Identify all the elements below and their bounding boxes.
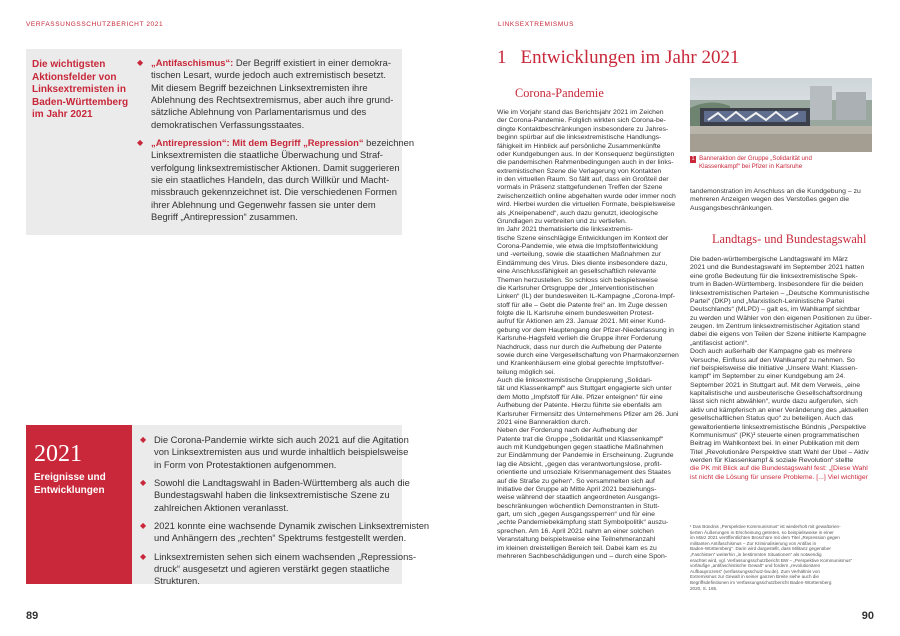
text-line: Eindämmung des Virus. Dies diente insbesondere dazu, xyxy=(497,259,668,267)
text-line: gart, um sich „gegen Ausgangssperren“ und für eine xyxy=(497,511,655,518)
text-line: mehreren Anzeigen wegen des Verstoßes gegen die xyxy=(690,196,850,204)
text-line: als „Kneipenabend“, auch dazu genutzt, ideologische xyxy=(497,209,658,217)
text-line: und Krankenhäusern eine global gerechte Impfstoffver- xyxy=(497,360,664,368)
bullet-diamond-icon: ◆ xyxy=(140,435,147,444)
list-item: ◆ Die Corona-Pandemie wirkte sich auch 2021 auf die Agitation von Linksextremisten aus und wurde inhaltlich beispielsweise in Form von Protestaktionen aufgenommen. xyxy=(140,434,409,470)
text-line: beginn spürbar auf die linksextremistische Handlungs- xyxy=(497,134,662,142)
text-line: Karlsruhe-Hagsfeld verlieh die Gruppe ihrer Forderung xyxy=(497,335,663,343)
text-line: erachtet wird, vgl. Verfassungsschutzbericht BW – „Perspektive Kommunismus“ xyxy=(690,557,853,563)
text-line: wird. Hierbei wurden die virtuellen Formate, beispielsweise xyxy=(497,201,676,209)
text-column-1 xyxy=(497,109,679,561)
photo-caption: 1 Banneraktion der Gruppe „Solidarität und Klassenkampf“ bei Pfizer in Karlsruhe xyxy=(691,155,812,170)
text-line: mehreren Sachbeschädigungen und – durch eine Spon- xyxy=(497,552,668,560)
page-number-right: 90 xyxy=(861,610,874,622)
text-line: Kommunismus“ (PK)¹ steuerte einen programmatischen xyxy=(690,431,860,439)
text-line: Nachdruck, dass nur durch die Aufhebung der Patente xyxy=(497,343,662,351)
section-heading-corona: Corona-Pandemie xyxy=(515,86,604,100)
text-line: vormals in Präsenz stattgefundenen Treffen der Szene xyxy=(497,184,663,192)
text-line: Aufbauprozess“ (verfassungsschutz-bw.de). Zum Verhältnis von xyxy=(690,568,820,574)
list-item-antifaschismus: ◆ „Antifaschismus“: Der Begriff existiert in einer demokra- tischen Lesart, wurde jedoch auch extremistisch besetzt. Mit diesem Begriff bezeichnen Linksextremisten ihre Ablehnung des Rechtsextremismus, aber auch ihre grund- sätzliche Ablehnung von Parlamentarismus und des demokratischen Verfassungsstaates. xyxy=(137,57,394,130)
text-line: beschränkungen wöchentlich Demonstranten in Stutt- xyxy=(497,502,660,510)
text-line: die Karlsruher Ortsgruppe der „Interventionistischen xyxy=(497,284,655,292)
bullet-diamond-icon: ◆ xyxy=(137,58,144,67)
list-item-antirepression: ◆ „Antirepression“: Mit dem Begriff „Repression“ bezeichnen Linksextremisten die staatliche Überwachung und Straf- verfolgung linksextremistischer Aktionen. Damit suggerieren sie ein staatliches Handeln, das durch Willkür und Macht- missbrauch gekennzeichnet ist. Die verschiedenen Formen ihrer Ablehnung und Gegenwehr fassen sie unter dem Begriff „Antirepression“ zusammen. xyxy=(137,137,415,223)
text-line: gewaltorientierte linksextremistische Bündnis „Perspektive xyxy=(690,423,867,431)
text-line: militanten Antifaschismus – Zur Kriminalisierung von Antifas in xyxy=(690,540,817,546)
text-line: die pandemischen Rahmenbedingungen auch in der links- xyxy=(497,159,674,167)
text-line: kampf“ im September zu einer Kundgebung am 24. xyxy=(690,373,846,381)
text-line: aufruf für Aktionen am 23. Januar 2021. Mit einer Kund- xyxy=(497,318,666,326)
text-line: im kleinen dreistelligen Bereich teil. Dabei kam es zu xyxy=(497,544,657,552)
text-line: 2021 eine Banneraktion durch. xyxy=(497,418,591,426)
text-line: fähigkeit im Hinblick auf persönliche Zusammenkünfte xyxy=(497,142,661,150)
aktionsfelder-list xyxy=(137,57,415,229)
text-line: Wie im Vorjahr stand das Berichtsjahr 2021 im Zeichen xyxy=(497,109,664,116)
list-item: ◆ Linksextremisten sehen sich einem wachsenden „Repressions- druck“ ausgesetzt und agieren verstärkt gegen staatliche Strukturen. xyxy=(140,550,417,587)
text-line: trum in Baden-Württemberg. Insbesondere für die beiden xyxy=(690,281,864,289)
text-line: 2021 und die Bundestagswahl im September 2021 hatten xyxy=(690,264,865,272)
text-line: zeugen. Im Zentrum linksextremistischer Agitation stand xyxy=(690,323,860,330)
text-line: kapitalistische und ausbeuterische Gesellschaftsordnung xyxy=(690,390,863,397)
text-line: Versuche, Einfluss auf den Wahlkampf zu nehmen. So xyxy=(690,356,855,364)
text-line: Doch auch außerhalb der Kampagne gab es mehrere xyxy=(690,348,853,356)
text-line: lässt sich nicht abwählen“, wurde dazu aufgerufen, sich xyxy=(690,398,858,406)
text-line: Die baden-württembergische Landtagswahl im März xyxy=(690,256,848,263)
text-line: lag die Absicht, „gegen das verantwortungslose, profit- xyxy=(497,460,662,468)
text-line: dabei die eigens von Teilen der Szene initiierte Kampagne xyxy=(690,331,867,339)
year-label: 2021 xyxy=(34,441,82,467)
bullet-diamond-icon: ◆ xyxy=(140,478,147,488)
section-heading-wahl: Landtags- und Bundestagswahl xyxy=(712,232,867,246)
text-line: eine Anschlussfähigkeit an gesellschaftlich relevante xyxy=(497,268,657,276)
text-line: ¹ Das Bündnis „Perspektive Kommunismus“ ist wiederholt mit gewaltorien- xyxy=(690,524,841,529)
bullet-diamond-icon: ◆ xyxy=(137,138,144,148)
running-head-left: VERFASSUNGSSCHUTZBERICHT 2021 xyxy=(26,21,164,28)
text-line: die PK mit Blick auf die Bundestagswahl fest: „[Diese Wahl xyxy=(690,465,868,473)
text-line: „Faschisten“ weiterhin „in bestimmten Situationen“ als notwendig xyxy=(690,551,822,557)
text-line: Karlsruher Firmensitz des Unternehmens Pfizer am 26. Juni xyxy=(497,410,679,418)
text-line: Deutschlands“ (MLPD) – galt es, im Wahlkampf sichtbar xyxy=(690,306,860,314)
list-item: ◆ Sowohl die Landtagswahl in Baden-Württemberg als auch die Bundestagswahl haben die linksextremistische Szene zu zahlreichen Aktionen veranlasst. xyxy=(140,477,410,513)
text-line: Begriffsdefinitionen im Verfassungsschutzbericht Baden-Württemberg xyxy=(690,579,832,585)
text-line: Auch die linksextremistische Gruppierung „Solidari- xyxy=(497,377,653,384)
text-line: aktiv und kämpferisch an einer Veränderung des „aktuellen xyxy=(690,406,869,414)
footnote xyxy=(690,524,872,591)
chapter-number: 1 xyxy=(497,47,507,68)
aktionsfelder-box xyxy=(26,49,415,235)
text-line: eine große Bedeutung für die linksextremistische Spek- xyxy=(690,272,858,280)
bullet-diamond-icon: ◆ xyxy=(140,521,147,531)
text-line: in den virtuellen Raum. So fällt auf, dass ein Großteil der xyxy=(497,176,669,183)
text-line: zur Eindämmung der Pandemie in Erscheinung. Zugrunde xyxy=(497,452,674,460)
text-line: tische Szene einschlägige Entwicklungen im Kontext der xyxy=(497,234,669,242)
text-line: Ausgangsbeschränkungen. xyxy=(690,204,773,212)
text-line: rief beispielsweise die Initiative „Unsere Wahl: Klassen- xyxy=(690,364,858,372)
text-line: extremistischen Szene die Verlagerung von Kontakten xyxy=(497,167,662,175)
text-line: Grundlagen zu verbreiten und zu vertiefen. xyxy=(497,217,627,225)
text-line: tät und Klassenkampf“ aus Stuttgart engagierte sich unter xyxy=(497,385,672,393)
text-line: linksextremistischen Parteien – „Deutsche Kommunistische xyxy=(690,289,870,297)
caption-number: 1 xyxy=(691,155,695,162)
text-line: Corona-Pandemie, wie etwa die Impfstoffentwicklung xyxy=(497,243,658,250)
text-line: Baden-Württemberg“. Darin wird dargestellt, dass Militanz gegenüber xyxy=(690,546,831,552)
text-line: oder Kundgebungen aus. In der Konsequenz begünstigten xyxy=(497,150,675,158)
text-column-2 xyxy=(690,256,872,482)
aktionsfelder-title: Die wichtigsten Aktionsfelder von Linksextremisten in Baden-Württemberg im Jahr 2021 xyxy=(32,59,129,121)
text-line: Aufhebung der Patente. Hierzu führte sie ebenfalls am xyxy=(497,402,662,410)
list-item: ◆ 2021 konnte eine wachsende Dynamik zwischen Linksextremisten und Anhängern des „rechten“ Spektrums festgestellt werden. xyxy=(140,520,430,544)
text-line: Im Jahr 2021 thematisierte die linksextremis- xyxy=(497,226,633,234)
ereignisse-label-box xyxy=(26,425,132,584)
text-line: zu werden und Wähler von den eigenen Positionen zu über- xyxy=(690,314,872,322)
text-line: tandemonstration im Anschluss an die Kundgebung – zu xyxy=(690,188,861,195)
text-line: Beitrag im Wahlkontext bei. In einer Publikation mit dem xyxy=(690,440,860,448)
text-line: dingte Kontaktbeschränkungen insbesondere zu Jahres- xyxy=(497,125,669,133)
text-line: tierten Äußerungen in Erscheinung getreten, so beispielsweise in einer xyxy=(690,529,834,535)
text-line: gesellschaftlichen Status quo“ zu beteiligen. Auch das xyxy=(690,415,854,423)
text-line: Linken“ (IL) der bundesweiten IL-Kampagne „Corona-Impf- xyxy=(497,293,676,301)
text-line: zwischenzeitlich online abgehalten wurde oder immer noch xyxy=(497,192,676,200)
chapter-title: Entwicklungen im Jahr 2021 xyxy=(520,47,740,68)
bullet-diamond-icon: ◆ xyxy=(140,551,147,561)
text-line: werden für Klassenkampf & soziale Revolution“ stellte xyxy=(690,457,854,464)
text-column-2-top xyxy=(690,188,872,213)
text-line: stoff für alle – Gebt die Patente frei“ an. Im Zuge dessen xyxy=(497,301,668,309)
banner-action-photo xyxy=(690,78,872,152)
text-line: Patente trat die Gruppe „Solidarität und Klassenkampf“ xyxy=(497,435,664,443)
text-line: Initiative der Gruppe ab Mitte April 2021 beziehungs- xyxy=(497,485,657,493)
text-line: Extremismus zur Gewalt in seiner ganzen Breite siehe auch die xyxy=(690,574,819,580)
text-line: auch mit Kundgebungen gegen staatliche Maßnahmen xyxy=(497,444,664,451)
text-line: Partei“ (DKP) und „Marxistisch-Leninistische Partei xyxy=(690,297,845,305)
text-line: vorläufige „antifaschistische Gewalt“ und fordern „revolutionären xyxy=(690,563,821,569)
text-line: 2020, S. 165. xyxy=(690,585,718,591)
text-line: ist nicht die Lösung für unsere Probleme. [...] Viel wichtiger xyxy=(690,473,868,481)
page-number-left: 89 xyxy=(26,610,39,622)
text-line: und -verteilung, sowie die staatlichen Maßnahmen zur xyxy=(497,251,661,259)
text-line: Themen herzustellen. So schloss sich beispielsweise xyxy=(497,276,658,284)
text-line: Neben der Forderung nach der Aufhebung der xyxy=(497,427,638,435)
text-line: der Corona-Pandemie. Folglich wirkten sich Corona-be- xyxy=(497,117,666,125)
text-line: auf die Straße zu gehen“. So versammelten sich auf xyxy=(497,477,655,485)
text-line: sowie durch eine Vergesellschaftung von Pharmakonzernen xyxy=(497,351,679,359)
running-head-right: LINKSEXTREMISMUS xyxy=(498,21,575,28)
text-line: im März 2021 veröffentlichten Broschüre mit dem Titel „Repression gegen xyxy=(690,535,840,541)
text-line: „antifascist action!“. xyxy=(690,339,749,347)
text-line: folgte die IL Karlsruhe einem bundesweiten Protest- xyxy=(497,310,654,317)
photo-graphic xyxy=(690,78,872,152)
text-line: orientierte und unsoziale Krisenmanagement des Staates xyxy=(497,469,671,477)
chapter-heading xyxy=(497,47,740,69)
text-line: dem Motto „Impfstoff für Alle. Pfizer enteignen“ für eine xyxy=(497,393,663,401)
text-line: gebung vor dem Hauptengang der Pfizer-Niederlassung in xyxy=(497,326,674,334)
text-line: September 2021 in Stuttgart auf. Mit dem Verweis, „eine xyxy=(690,381,861,389)
ereignisse-box xyxy=(26,425,430,587)
text-line: weise während der staatlich angeordneten Ausgangs- xyxy=(497,494,660,502)
text-line: teilung möglich sei. xyxy=(497,368,556,376)
ereignisse-list xyxy=(140,434,430,594)
text-line: Veranstaltung beispielsweise eine Teilnehmeranzahl xyxy=(497,536,656,544)
text-line: sprechen. Am 16. April 2021 nahm an einer solchen xyxy=(497,527,654,535)
text-line: „echte Pandemiebekämpfung statt Symbolpolitik“ auszu- xyxy=(497,519,669,527)
text-line: Titel „Revolutionäre Perspektive statt Wahl der Übel – Aktiv xyxy=(690,448,869,456)
ereignisse-subtitle: Ereignisse und Entwicklungen xyxy=(34,472,106,496)
